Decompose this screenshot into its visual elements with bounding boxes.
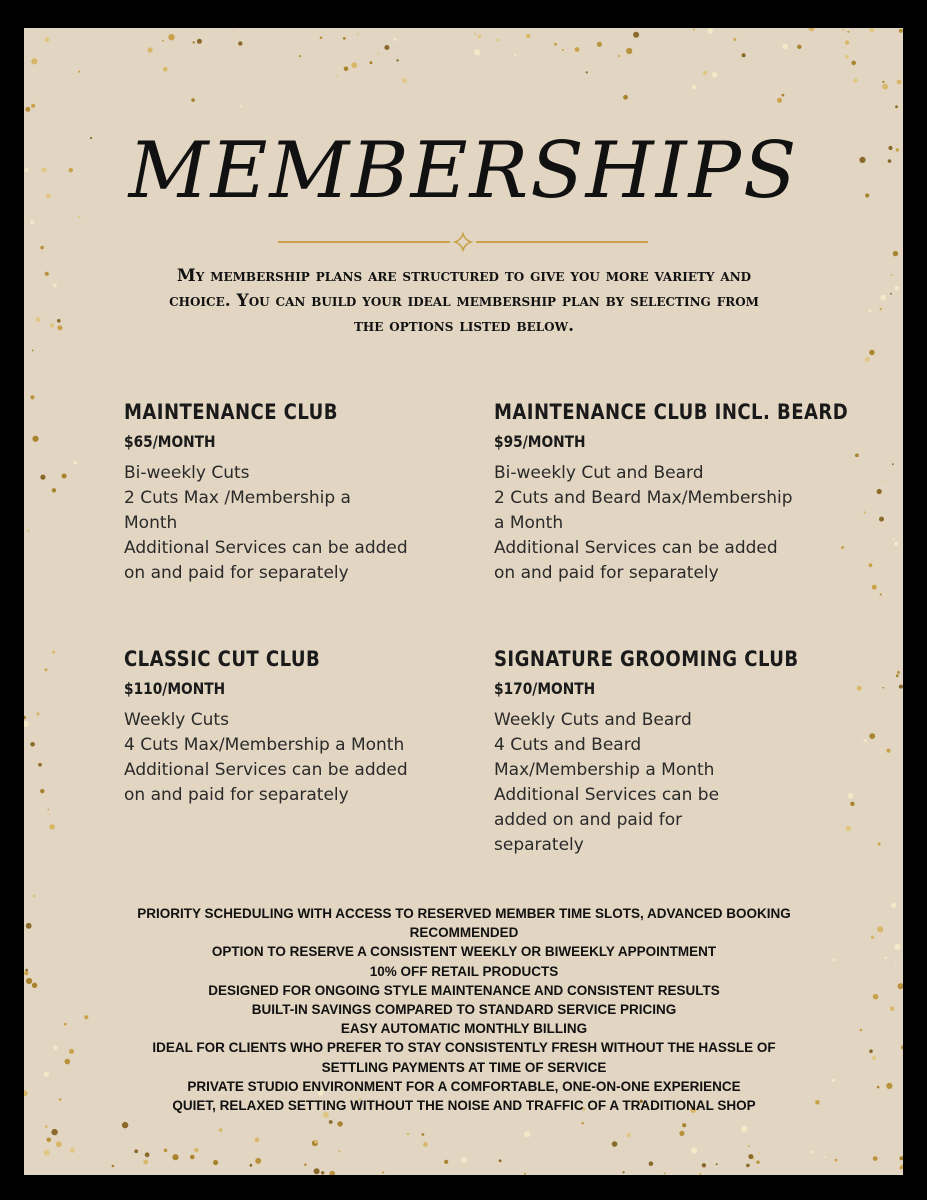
confetti-dot [758, 1152, 760, 1154]
confetti-dot [24, 1090, 28, 1096]
confetti-dot [47, 1138, 52, 1143]
confetti-dot [112, 1165, 115, 1168]
plan-price: $110/MONTH [124, 679, 226, 698]
confetti-dot [845, 40, 849, 44]
plan-detail-line: 4 Cuts Max/Membership a Month [124, 735, 405, 755]
confetti-dot [45, 1125, 48, 1128]
confetti-dot [842, 29, 844, 31]
confetti-dot [872, 1056, 876, 1060]
confetti-dot [304, 1164, 306, 1166]
confetti-dot [882, 687, 884, 689]
confetti-dot [882, 84, 888, 90]
confetti-dot [693, 28, 695, 30]
confetti-dot [56, 1141, 62, 1147]
confetti-dot [880, 593, 882, 595]
confetti-dot [53, 283, 57, 287]
confetti-dot [48, 809, 50, 811]
plan-detail-line: on and paid for separately [494, 563, 719, 583]
confetti-dot [898, 983, 904, 989]
confetti-dot [848, 793, 854, 799]
confetti-dot [901, 1045, 903, 1049]
confetti-dot [782, 44, 787, 49]
confetti-dot [869, 350, 874, 355]
confetti-dot [746, 1164, 750, 1168]
confetti-dot [52, 488, 56, 492]
confetti-dot [895, 965, 897, 967]
confetti-dot [36, 712, 39, 715]
confetti-dot [255, 1138, 260, 1143]
plan-detail-line: Weekly Cuts and Beard [494, 710, 692, 730]
confetti-dot [884, 480, 886, 482]
confetti-dot [78, 71, 80, 73]
confetti-dot [879, 517, 884, 522]
confetti-dot [24, 716, 26, 719]
confetti-dot [314, 1140, 318, 1144]
confetti-dot [869, 28, 874, 33]
confetti-dot [682, 1123, 686, 1127]
confetti-dot [869, 563, 873, 567]
confetti-dot [899, 29, 903, 33]
confetti-dot [357, 33, 359, 35]
confetti-dot [32, 436, 38, 442]
confetti-dot [32, 350, 34, 352]
confetti-dot [25, 969, 28, 972]
confetti-dot [321, 1171, 324, 1174]
confetti-dot [499, 1159, 502, 1162]
confetti-dot [586, 71, 588, 73]
confetti-dot [172, 1154, 178, 1160]
confetti-dot [369, 61, 372, 64]
confetti-dot [597, 42, 602, 47]
confetti-dot [890, 1007, 894, 1011]
confetti-dot [847, 31, 849, 33]
plan-price: $65/MONTH [124, 432, 216, 451]
confetti-dot [877, 1086, 880, 1089]
confetti-dot [880, 308, 882, 310]
plan-detail-line: Max/Membership a Month [494, 760, 715, 780]
confetti-dot [707, 28, 713, 34]
plan-detail-line: 2 Cuts Max /Membership a [124, 488, 351, 508]
plan-detail-line: Month [124, 513, 178, 533]
confetti-dot [893, 251, 898, 256]
confetti-dot [873, 1156, 878, 1161]
confetti-dot [145, 1152, 150, 1157]
confetti-dot [712, 72, 717, 77]
plan-price: $170/MONTH [494, 679, 596, 698]
confetti-dot [378, 53, 380, 55]
confetti-dot [407, 1133, 409, 1135]
confetti-dot [699, 1173, 701, 1175]
confetti-dot [623, 95, 628, 100]
confetti-dot [868, 309, 871, 312]
confetti-dot [880, 295, 886, 301]
plan-detail-line: a Month [494, 513, 564, 533]
confetti-dot [664, 1173, 666, 1175]
confetti-dot [626, 48, 632, 54]
confetti-dot [497, 39, 500, 42]
confetti-dot [895, 944, 901, 950]
confetti-dot [810, 1151, 813, 1154]
confetti-dot [741, 1126, 747, 1132]
confetti-dot [895, 105, 898, 108]
confetti-dot [337, 1121, 342, 1126]
confetti-dot [74, 461, 78, 465]
confetti-dot [26, 978, 32, 984]
confetti-dot [623, 1171, 625, 1173]
confetti-dot [49, 824, 55, 830]
confetti-dot [575, 47, 580, 52]
plan-detail-line: separately [494, 835, 584, 855]
confetti-dot [890, 293, 892, 295]
confetti-dot [53, 1046, 57, 1050]
confetti-dot [900, 1156, 904, 1160]
plan-details [124, 461, 474, 586]
page-title: MEMBERSHIPS [128, 126, 799, 216]
confetti-dot [860, 1029, 863, 1032]
plan-detail-line: 4 Cuts and Beard [494, 735, 642, 755]
plan-detail-line: Bi-weekly Cut and Beard [494, 463, 704, 483]
confetti-dot [894, 286, 899, 291]
benefit-line: SETTLING PAYMENTS AT TIME OF SERVICE [321, 1059, 607, 1075]
confetti-dot [422, 1133, 425, 1136]
confetti-dot [143, 1160, 148, 1165]
confetti-dot [52, 651, 55, 654]
confetti-dot [51, 1129, 57, 1135]
intro-text: My membership plans are structured to give you more variety and choice. You can build your ideal membership plan by selecting from the options listed below. [169, 266, 759, 336]
confetti-dot [351, 62, 357, 68]
confetti-dot [679, 1131, 684, 1136]
benefit-line: PRIVATE STUDIO ENVIRONMENT FOR A COMFORTABLE, ONE-ON-ONE EXPERIENCE [187, 1078, 741, 1094]
confetti-dot [869, 1049, 873, 1053]
confetti-dot [59, 1098, 62, 1101]
confetti-dot [232, 31, 234, 33]
plan-maintenance-club [124, 400, 474, 586]
confetti-dot [894, 542, 898, 546]
confetti-dot [886, 749, 890, 753]
confetti-dot [877, 489, 882, 494]
confetti-dot [402, 78, 407, 83]
confetti-dot [191, 98, 195, 102]
confetti-dot [38, 763, 42, 767]
confetti-dot [554, 43, 557, 46]
plan-signature-grooming-club [494, 647, 844, 858]
confetti-dot [423, 1142, 428, 1147]
confetti-dot [239, 105, 242, 108]
benefit-line: PRIORITY SCHEDULING WITH ACCESS TO RESERVED MEMBER TIME SLOTS, ADVANCED BOOKING [137, 906, 791, 921]
confetti-dot [343, 37, 346, 40]
confetti-dot [461, 1157, 467, 1163]
confetti-dot [514, 54, 516, 56]
confetti-dot [869, 733, 875, 739]
confetti-dot [797, 45, 801, 49]
confetti-dot [62, 474, 67, 479]
confetti-dot [865, 357, 870, 362]
confetti-dot [219, 1128, 223, 1132]
confetti-dot [314, 1168, 320, 1174]
plan-details [124, 708, 474, 808]
benefit-line: IDEAL FOR CLIENTS WHO PREFER TO STAY CONSISTENTLY FRESH WITHOUT THE HASSLE OF [152, 1040, 776, 1056]
plan-name: MAINTENANCE CLUB [124, 400, 338, 424]
confetti-dot [26, 923, 32, 929]
plan-detail-line: 2 Cuts and Beard Max/Membership [494, 488, 793, 508]
confetti-dot [338, 1150, 340, 1152]
confetti-dot [703, 71, 707, 75]
confetti-dot [33, 895, 35, 897]
confetti-dot [824, 1156, 826, 1158]
confetti-dot [835, 1159, 838, 1162]
plan-detail-line: on and paid for separately [124, 785, 349, 805]
confetti-dot [164, 1149, 168, 1153]
confetti-dot [396, 59, 398, 61]
confetti-dot [299, 55, 301, 57]
confetti-dot [197, 39, 202, 44]
plan-detail-line: Additional Services can be added [124, 538, 408, 558]
confetti-dot [329, 1120, 333, 1124]
confetti-dot [57, 319, 61, 323]
confetti-dot [474, 33, 476, 35]
ornament-divider [278, 232, 648, 252]
benefit-line: DESIGNED FOR ONGOING STYLE MAINTENANCE AND CONSISTENT RESULTS [208, 982, 720, 998]
confetti-dot [618, 55, 621, 58]
confetti-dot [884, 956, 887, 959]
plan-price: $95/MONTH [494, 432, 586, 451]
plan-details [494, 708, 844, 858]
confetti-dot [44, 1071, 49, 1076]
confetti-dot [896, 674, 899, 677]
plan-name: MAINTENANCE CLUB INCL. BEARD [494, 400, 849, 424]
confetti-dot [612, 1141, 618, 1147]
member-benefits-list [86, 904, 842, 1115]
confetti-dot [891, 903, 896, 908]
confetti-dot [900, 1166, 903, 1169]
confetti-dot [633, 32, 639, 38]
confetti-dot [873, 994, 879, 1000]
confetti-dot [163, 67, 168, 72]
confetti-dot [25, 107, 30, 112]
confetti-dot [44, 1150, 50, 1156]
confetti-dot [193, 41, 195, 43]
confetti-dot [213, 1160, 218, 1165]
benefit-line: RECOMMENDED [409, 925, 519, 941]
confetti-dot [134, 1149, 138, 1153]
confetti-dot [336, 74, 338, 76]
confetti-dot [864, 511, 866, 513]
confetti-dot [30, 395, 34, 399]
confetti-dot [782, 94, 785, 97]
confetti-dot [863, 739, 867, 743]
confetti-dot [48, 814, 50, 816]
confetti-dot [31, 104, 35, 108]
plan-details [494, 461, 844, 586]
confetti-dot [31, 58, 37, 64]
confetti-dot [250, 1164, 253, 1167]
confetti-dot [649, 1161, 654, 1166]
confetti-dot [756, 1161, 759, 1164]
confetti-dot [524, 1131, 530, 1137]
confetti-dot [24, 971, 28, 975]
confetti-dot [148, 47, 153, 52]
confetti-dot [474, 49, 480, 55]
confetti-dot [50, 323, 54, 327]
confetti-dot [734, 38, 737, 41]
confetti-dot [320, 36, 323, 39]
confetti-dot [382, 1172, 384, 1174]
confetti-dot [28, 530, 30, 532]
confetti-dot [850, 802, 854, 806]
confetti-dot [40, 789, 44, 793]
plan-detail-line: Additional Services can be [494, 785, 720, 805]
plan-detail-line: Additional Services can be added [494, 538, 778, 558]
confetti-dot [30, 742, 35, 747]
confetti-dot [878, 842, 881, 845]
confetti-dot [872, 585, 877, 590]
plan-detail-line: Additional Services can be added [124, 760, 408, 780]
plan-detail-line: added on and paid for [494, 810, 683, 830]
confetti-dot [32, 983, 37, 988]
plan-name: SIGNATURE GROOMING CLUB [494, 647, 799, 671]
confetti-dot [57, 325, 62, 330]
confetti-dot [886, 1083, 892, 1089]
confetti-dot [478, 35, 482, 39]
confetti-dot [897, 671, 900, 674]
confetti-dot [851, 61, 856, 66]
confetti-dot [882, 81, 884, 83]
confetti-dot [255, 1158, 261, 1164]
confetti-dot [582, 1122, 584, 1124]
confetti-dot [742, 53, 746, 57]
confetti-dot [893, 538, 895, 540]
confetti-dot [24, 721, 29, 727]
confetti-dot [871, 936, 874, 939]
confetti-dot [524, 1173, 526, 1175]
confetti-dot [394, 38, 397, 41]
confetti-dot [69, 1049, 74, 1054]
plan-detail-line: Weekly Cuts [124, 710, 229, 730]
plan-detail-line: Bi-weekly Cuts [124, 463, 250, 483]
confetti-dot [890, 274, 892, 276]
confetti-dot [562, 49, 564, 51]
confetti-dot [845, 55, 849, 59]
confetti-dot [716, 1163, 718, 1165]
confetti-dot [122, 1122, 128, 1128]
confetti-dot [194, 1148, 198, 1152]
confetti-dot [702, 1163, 706, 1167]
confetti-dot [899, 685, 903, 689]
confetti-dot [65, 1059, 71, 1065]
confetti-dot [526, 34, 530, 38]
confetti-dot [444, 1160, 448, 1164]
confetti-dot [877, 926, 883, 932]
confetti-dot [857, 686, 862, 691]
confetti-dot [692, 85, 696, 89]
confetti-dot [168, 34, 174, 40]
confetti-dot [45, 37, 50, 42]
confetti-dot [384, 45, 389, 50]
benefit-line: EASY AUTOMATIC MONTHLY BILLING [340, 1021, 588, 1037]
membership-flyer [24, 28, 903, 1175]
confetti-dot [691, 1147, 697, 1153]
confetti-dot [855, 454, 859, 458]
confetti-dot [853, 78, 858, 83]
confetti-dot [238, 41, 242, 45]
plan-classic-cut-club [124, 647, 474, 808]
confetti-dot [777, 98, 782, 103]
confetti-dot [70, 1148, 75, 1153]
confetti-dot [748, 1145, 750, 1147]
confetti-dot [897, 80, 902, 85]
confetti-dot [40, 246, 44, 250]
benefit-line: QUIET, RELAXED SETTING WITHOUT THE NOISE AND TRAFFIC OF A TRADITIONAL SHOP [172, 1098, 756, 1114]
confetti-dot [190, 1155, 195, 1160]
benefit-line: OPTION TO RESERVE A CONSISTENT WEEKLY OR BIWEEKLY APPOINTMENT [211, 944, 717, 960]
confetti-dot [30, 220, 34, 224]
confetti-dot [892, 463, 894, 465]
benefit-line: BUILT-IN SAVINGS COMPARED TO STANDARD SERVICE PRICING [251, 1002, 677, 1018]
confetti-dot [45, 272, 49, 276]
plan-name: CLASSIC CUT CLUB [124, 647, 321, 671]
confetti-dot [845, 826, 851, 832]
confetti-dot [36, 317, 41, 322]
plan-maintenance-club-beard [494, 400, 849, 586]
confetti-dot [344, 67, 349, 72]
plan-detail-line: on and paid for separately [124, 563, 349, 583]
confetti-dot [64, 1023, 67, 1026]
confetti-dot [40, 475, 45, 480]
confetti-dot [329, 1171, 335, 1175]
confetti-dot [627, 1133, 632, 1138]
benefit-line: 10% OFF RETAIL PRODUCTS [369, 963, 559, 979]
confetti-dot [45, 668, 48, 671]
confetti-dot [748, 1154, 753, 1159]
confetti-dot [809, 28, 815, 31]
confetti-dot [162, 40, 164, 42]
